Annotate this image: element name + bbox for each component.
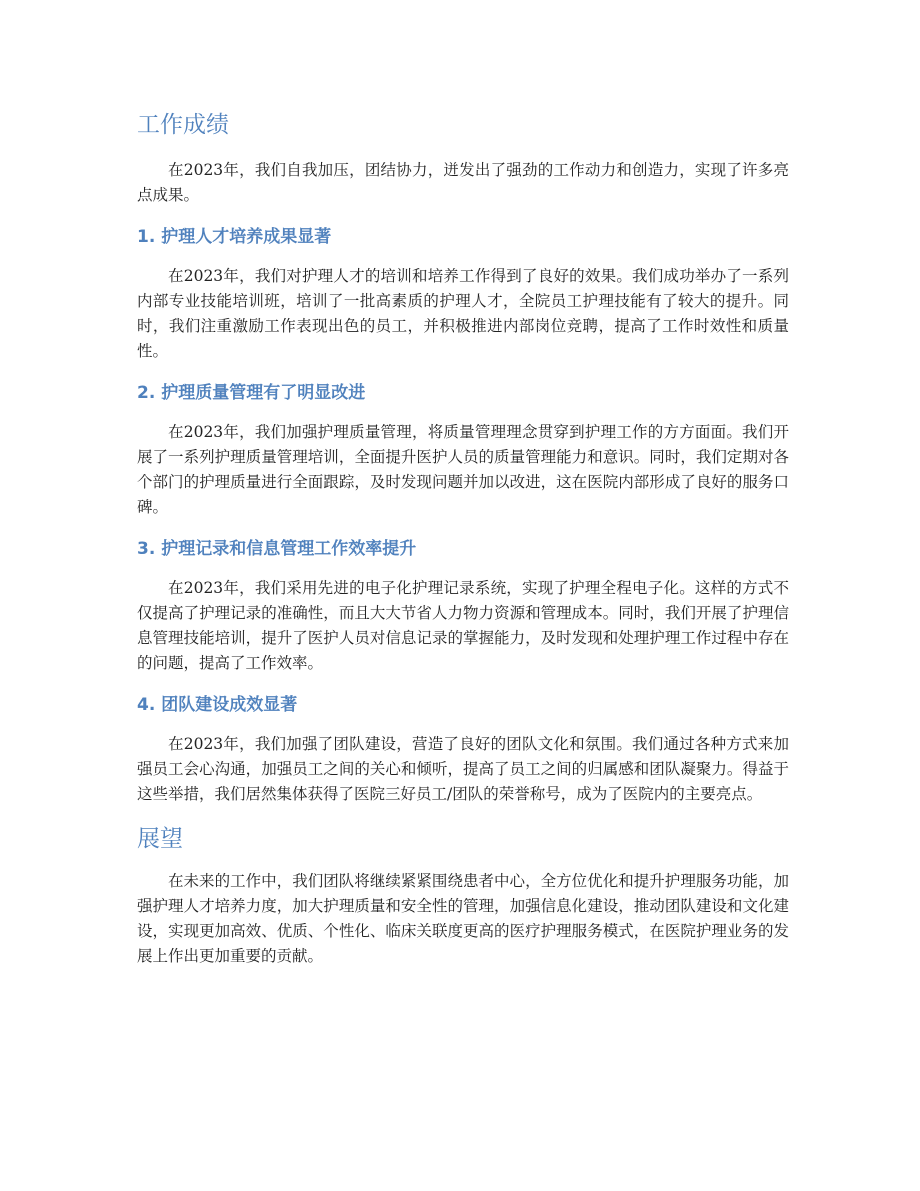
section-title-achievements: 工作成绩	[137, 112, 229, 138]
subsection-heading-records-information: 3. 护理记录和信息管理工作效率提升	[137, 539, 417, 559]
outlook-paragraph: 在未来的工作中，我们团队将继续紧紧围绕患者中心，全方位优化和提升护理服务功能，加强护理人才培养力度，加大护理质量和安全性的管理，加强信息化建设，推动团队建设和文化建设，实现更加高效、优质、个性化、临床关联度更高的医疗护理服务模式，在医院护理业务的发展上作出更加重要的贡献。	[137, 872, 789, 965]
subsection-heading-team-building: 4. 团队建设成效显著	[137, 695, 298, 715]
subsection-paragraph-talent-training: 在2023年，我们对护理人才的培训和培养工作得到了良好的效果。我们成功举办了一系列内部专业技能培训班，培训了一批高素质的护理人才，全院员工护理技能有了较大的提升。同时，我们注重激励工作表现出色的员工，并积极推进内部岗位竞聘，提高了工作时效性和质量性。	[137, 267, 789, 360]
achievements-intro-paragraph: 在2023年，我们自我加压，团结协力，迸发出了强劲的工作动力和创造力，实现了许多亮点成果。	[137, 161, 789, 204]
subsection-paragraph-quality-management: 在2023年，我们加强护理质量管理，将质量管理理念贯穿到护理工作的方方面面。我们开展了一系列护理质量管理培训，全面提升医护人员的质量管理能力和意识。同时，我们定期对各个部门的护理质量进行全面跟踪，及时发现问题并加以改进，这在医院内部形成了良好的服务口碑。	[137, 423, 789, 516]
section-title-outlook: 展望	[137, 826, 183, 852]
subsection-paragraph-records-information: 在2023年，我们采用先进的电子化护理记录系统，实现了护理全程电子化。这样的方式不仅提高了护理记录的准确性，而且大大节省人力物力资源和管理成本。同时，我们开展了护理信息管理技能培训，提升了医护人员对信息记录的掌握能力，及时发现和处理护理工作过程中存在的问题，提高了工作效率。	[137, 579, 789, 672]
document-page	[137, 100, 789, 969]
subsection-heading-talent-training: 1. 护理人才培养成果显著	[137, 227, 332, 247]
subsection-heading-quality-management: 2. 护理质量管理有了明显改进	[137, 383, 366, 403]
subsection-paragraph-team-building: 在2023年，我们加强了团队建设，营造了良好的团队文化和氛围。我们通过各种方式来加强员工会心沟通，加强员工之间的关心和倾听，提高了员工之间的归属感和团队凝聚力。得益于这些举措，我们居然集体获得了医院三好员工/团队的荣誉称号，成为了医院内的主要亮点。	[137, 735, 789, 803]
